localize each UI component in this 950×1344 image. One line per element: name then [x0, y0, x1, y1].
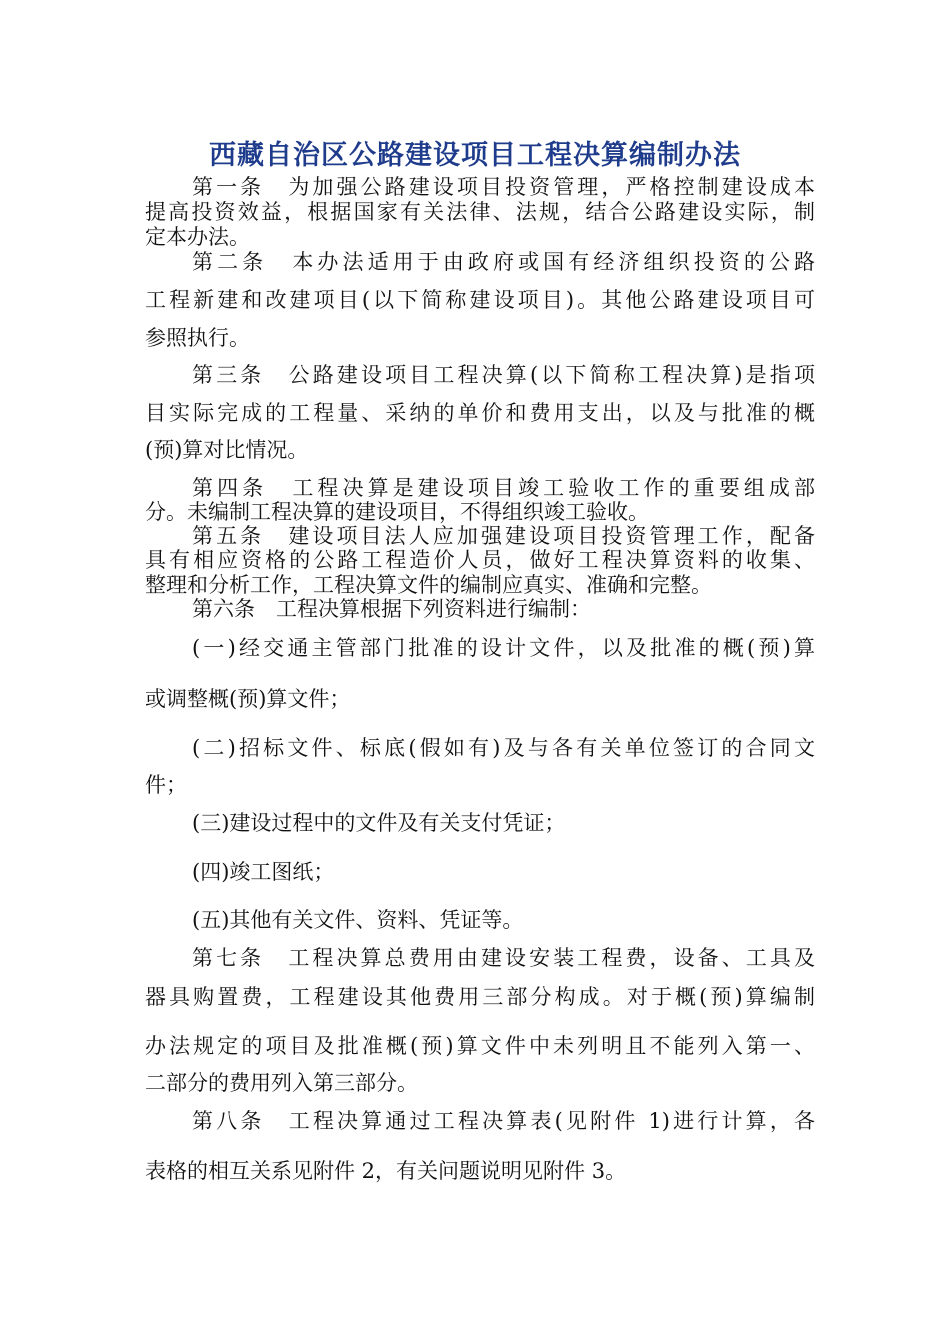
document-title: 西藏自治区公路建设项目工程决算编制办法	[209, 140, 741, 171]
article-6-line-1: 第六条 工程决算根据下列资料进行编制：	[192, 597, 591, 621]
item-1-line-1: (一)经交通主管部门批准的设计文件，以及批准的概(预)算	[192, 636, 815, 660]
article-1-line-3: 定本办法。	[145, 225, 250, 249]
article-5-line-1: 第五条 建设项目法人应加强建设项目投资管理工作，配备	[192, 524, 815, 548]
article-8-line-2: 表格的相互关系见附件 2，有关问题说明见附件 3。	[145, 1159, 627, 1183]
article-5-line-2: 具有相应资格的公路工程造价人员，做好工程决算资料的收集、	[145, 548, 815, 572]
item-3-line: (三)建设过程中的文件及有关支付凭证；	[192, 811, 566, 835]
item-2-line-2: 件；	[145, 773, 187, 797]
article-5-line-3: 整理和分析工作，工程决算文件的编制应真实、准确和完整。	[145, 573, 712, 597]
item-2-line-1: (二)招标文件、标底(假如有)及与各有关单位签订的合同文	[192, 736, 815, 760]
article-3-line-2: 目实际完成的工程量、采纳的单价和费用支出，以及与批准的概	[145, 401, 815, 425]
item-4-line: (四)竣工图纸；	[192, 860, 335, 884]
item-5-line: (五)其他有关文件、资料、凭证等。	[192, 908, 524, 932]
article-7-line-3: 办法规定的项目及批准概(预)算文件中未列明且不能列入第一、	[145, 1034, 815, 1058]
article-3-line-3: (预)算对比情况。	[145, 438, 309, 462]
article-2-line-1: 第二条 本办法适用于由政府或国有经济组织投资的公路	[192, 250, 815, 274]
article-4-line-1: 第四条 工程决算是建设项目竣工验收工作的重要组成部	[192, 476, 815, 500]
article-7-line-1: 第七条 工程决算总费用由建设安装工程费，设备、工具及	[192, 946, 815, 970]
article-2-line-2: 工程新建和改建项目(以下简称建设项目)。其他公路建设项目可	[145, 288, 815, 312]
article-8-line-1: 第八条 工程决算通过工程决算表(见附件 1)进行计算，各	[192, 1109, 815, 1133]
item-1-line-2: 或调整概(预)算文件；	[145, 687, 351, 711]
article-2-line-3: 参照执行。	[145, 326, 250, 350]
article-7-line-4: 二部分的费用列入第三部分。	[145, 1071, 418, 1095]
article-4-line-2: 分。未编制工程决算的建设项目，不得组织竣工验收。	[145, 500, 649, 524]
article-1-line-1: 第一条 为加强公路建设项目投资管理，严格控制建设成本	[192, 175, 815, 199]
article-7-line-2: 器具购置费，工程建设其他费用三部分构成。对于概(预)算编制	[145, 985, 815, 1009]
article-3-line-1: 第三条 公路建设项目工程决算(以下简称工程决算)是指项	[192, 363, 815, 387]
article-1-line-2: 提高投资效益，根据国家有关法律、法规，结合公路建设实际，制	[145, 200, 815, 224]
